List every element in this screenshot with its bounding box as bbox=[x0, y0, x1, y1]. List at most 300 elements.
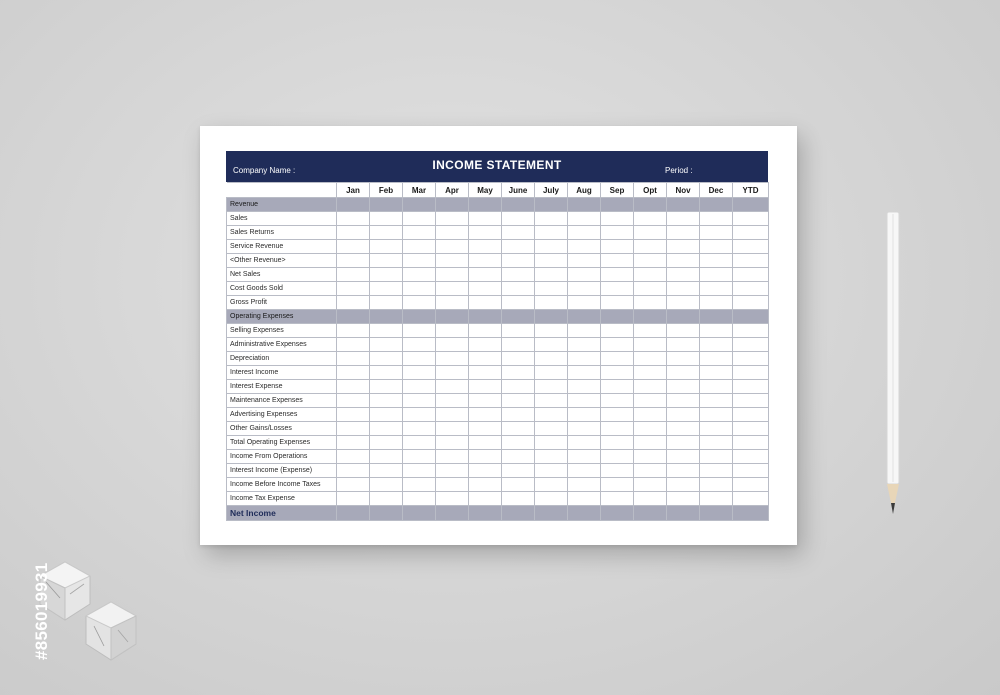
value-cell[interactable] bbox=[370, 282, 403, 296]
value-cell[interactable] bbox=[700, 394, 733, 408]
value-cell[interactable] bbox=[403, 352, 436, 366]
value-cell[interactable] bbox=[667, 478, 700, 492]
value-cell[interactable] bbox=[667, 422, 700, 436]
value-cell[interactable] bbox=[733, 380, 769, 394]
value-cell[interactable] bbox=[337, 226, 370, 240]
value-cell[interactable] bbox=[469, 310, 502, 324]
value-cell[interactable] bbox=[337, 352, 370, 366]
value-cell[interactable] bbox=[634, 450, 667, 464]
value-cell[interactable] bbox=[469, 198, 502, 212]
value-cell[interactable] bbox=[535, 282, 568, 296]
value-cell[interactable] bbox=[502, 436, 535, 450]
value-cell[interactable] bbox=[733, 408, 769, 422]
value-cell[interactable] bbox=[469, 212, 502, 226]
value-cell[interactable] bbox=[700, 506, 733, 521]
value-cell[interactable] bbox=[535, 506, 568, 521]
value-cell[interactable] bbox=[502, 464, 535, 478]
value-cell[interactable] bbox=[667, 366, 700, 380]
value-cell[interactable] bbox=[601, 422, 634, 436]
value-cell[interactable] bbox=[634, 338, 667, 352]
value-cell[interactable] bbox=[469, 268, 502, 282]
value-cell[interactable] bbox=[733, 226, 769, 240]
value-cell[interactable] bbox=[436, 422, 469, 436]
value-cell[interactable] bbox=[337, 394, 370, 408]
value-cell[interactable] bbox=[337, 492, 370, 506]
value-cell[interactable] bbox=[337, 212, 370, 226]
value-cell[interactable] bbox=[337, 450, 370, 464]
value-cell[interactable] bbox=[700, 422, 733, 436]
value-cell[interactable] bbox=[337, 478, 370, 492]
value-cell[interactable] bbox=[535, 240, 568, 254]
value-cell[interactable] bbox=[601, 282, 634, 296]
value-cell[interactable] bbox=[634, 282, 667, 296]
value-cell[interactable] bbox=[337, 282, 370, 296]
value-cell[interactable] bbox=[667, 436, 700, 450]
value-cell[interactable] bbox=[733, 478, 769, 492]
value-cell[interactable] bbox=[370, 492, 403, 506]
value-cell[interactable] bbox=[337, 366, 370, 380]
value-cell[interactable] bbox=[370, 436, 403, 450]
value-cell[interactable] bbox=[370, 464, 403, 478]
value-cell[interactable] bbox=[601, 338, 634, 352]
value-cell[interactable] bbox=[535, 352, 568, 366]
value-cell[interactable] bbox=[700, 282, 733, 296]
value-cell[interactable] bbox=[403, 296, 436, 310]
value-cell[interactable] bbox=[667, 338, 700, 352]
value-cell[interactable] bbox=[403, 366, 436, 380]
value-cell[interactable] bbox=[700, 408, 733, 422]
value-cell[interactable] bbox=[535, 324, 568, 338]
value-cell[interactable] bbox=[700, 254, 733, 268]
value-cell[interactable] bbox=[601, 408, 634, 422]
value-cell[interactable] bbox=[601, 324, 634, 338]
row-label: Total Operating Expenses bbox=[227, 436, 337, 450]
value-cell[interactable] bbox=[535, 310, 568, 324]
value-cell[interactable] bbox=[502, 422, 535, 436]
value-cell[interactable] bbox=[700, 352, 733, 366]
value-cell[interactable] bbox=[535, 478, 568, 492]
value-cell[interactable] bbox=[667, 198, 700, 212]
value-cell[interactable] bbox=[502, 268, 535, 282]
value-cell[interactable] bbox=[700, 492, 733, 506]
value-cell[interactable] bbox=[568, 464, 601, 478]
value-cell[interactable] bbox=[700, 366, 733, 380]
value-cell[interactable] bbox=[469, 422, 502, 436]
value-cell[interactable] bbox=[469, 478, 502, 492]
value-cell[interactable] bbox=[700, 324, 733, 338]
value-cell[interactable] bbox=[370, 324, 403, 338]
value-cell[interactable] bbox=[535, 212, 568, 226]
value-cell[interactable] bbox=[337, 380, 370, 394]
value-cell[interactable] bbox=[502, 324, 535, 338]
value-cell[interactable] bbox=[535, 408, 568, 422]
value-cell[interactable] bbox=[601, 380, 634, 394]
value-cell[interactable] bbox=[535, 254, 568, 268]
value-cell[interactable] bbox=[502, 366, 535, 380]
value-cell[interactable] bbox=[733, 366, 769, 380]
value-cell[interactable] bbox=[733, 324, 769, 338]
value-cell[interactable] bbox=[535, 380, 568, 394]
value-cell[interactable] bbox=[502, 226, 535, 240]
value-cell[interactable] bbox=[568, 212, 601, 226]
value-cell[interactable] bbox=[469, 394, 502, 408]
value-cell[interactable] bbox=[502, 212, 535, 226]
value-cell[interactable] bbox=[535, 492, 568, 506]
value-cell[interactable] bbox=[733, 254, 769, 268]
value-cell[interactable] bbox=[370, 478, 403, 492]
value-cell[interactable] bbox=[370, 226, 403, 240]
value-cell[interactable] bbox=[370, 506, 403, 521]
value-cell[interactable] bbox=[337, 464, 370, 478]
value-cell[interactable] bbox=[469, 450, 502, 464]
value-cell[interactable] bbox=[733, 492, 769, 506]
value-cell[interactable] bbox=[634, 422, 667, 436]
value-cell[interactable] bbox=[337, 436, 370, 450]
value-cell[interactable] bbox=[601, 436, 634, 450]
value-cell[interactable] bbox=[502, 338, 535, 352]
value-cell[interactable] bbox=[634, 212, 667, 226]
value-cell[interactable] bbox=[568, 338, 601, 352]
value-cell[interactable] bbox=[568, 268, 601, 282]
value-cell[interactable] bbox=[634, 296, 667, 310]
value-cell[interactable] bbox=[403, 268, 436, 282]
value-cell[interactable] bbox=[733, 268, 769, 282]
value-cell[interactable] bbox=[733, 198, 769, 212]
value-cell[interactable] bbox=[568, 254, 601, 268]
value-cell[interactable] bbox=[733, 296, 769, 310]
value-cell[interactable] bbox=[667, 492, 700, 506]
value-cell[interactable] bbox=[436, 436, 469, 450]
value-cell[interactable] bbox=[733, 282, 769, 296]
value-cell[interactable] bbox=[700, 450, 733, 464]
value-cell[interactable] bbox=[568, 240, 601, 254]
value-cell[interactable] bbox=[370, 408, 403, 422]
value-cell[interactable] bbox=[634, 366, 667, 380]
value-cell[interactable] bbox=[601, 464, 634, 478]
value-cell[interactable] bbox=[568, 296, 601, 310]
value-cell[interactable] bbox=[436, 338, 469, 352]
value-cell[interactable] bbox=[403, 450, 436, 464]
value-cell[interactable] bbox=[568, 408, 601, 422]
value-cell[interactable] bbox=[403, 436, 436, 450]
value-cell[interactable] bbox=[370, 268, 403, 282]
value-cell[interactable] bbox=[370, 450, 403, 464]
value-cell[interactable] bbox=[634, 226, 667, 240]
value-cell[interactable] bbox=[370, 422, 403, 436]
value-cell[interactable] bbox=[568, 282, 601, 296]
value-cell[interactable] bbox=[337, 254, 370, 268]
value-cell[interactable] bbox=[733, 212, 769, 226]
value-cell[interactable] bbox=[436, 226, 469, 240]
value-cell[interactable] bbox=[469, 492, 502, 506]
value-cell[interactable] bbox=[337, 422, 370, 436]
value-cell[interactable] bbox=[733, 394, 769, 408]
value-cell[interactable] bbox=[469, 226, 502, 240]
value-cell[interactable] bbox=[403, 240, 436, 254]
value-cell[interactable] bbox=[436, 408, 469, 422]
value-cell[interactable] bbox=[568, 450, 601, 464]
value-cell[interactable] bbox=[469, 506, 502, 521]
value-cell[interactable] bbox=[502, 254, 535, 268]
value-cell[interactable] bbox=[634, 324, 667, 338]
value-cell[interactable] bbox=[502, 282, 535, 296]
value-cell[interactable] bbox=[337, 408, 370, 422]
value-cell[interactable] bbox=[469, 338, 502, 352]
value-cell[interactable] bbox=[634, 506, 667, 521]
value-cell[interactable] bbox=[502, 380, 535, 394]
value-cell[interactable] bbox=[502, 506, 535, 521]
value-cell[interactable] bbox=[502, 492, 535, 506]
value-cell[interactable] bbox=[634, 394, 667, 408]
value-cell[interactable] bbox=[634, 380, 667, 394]
value-cell[interactable] bbox=[403, 380, 436, 394]
value-cell[interactable] bbox=[667, 296, 700, 310]
value-cell[interactable] bbox=[568, 366, 601, 380]
value-cell[interactable] bbox=[634, 464, 667, 478]
value-cell[interactable] bbox=[700, 240, 733, 254]
value-cell[interactable] bbox=[403, 422, 436, 436]
value-cell[interactable] bbox=[370, 310, 403, 324]
value-cell[interactable] bbox=[733, 352, 769, 366]
value-cell[interactable] bbox=[436, 394, 469, 408]
value-cell[interactable] bbox=[601, 506, 634, 521]
value-cell[interactable] bbox=[700, 436, 733, 450]
value-cell[interactable] bbox=[568, 226, 601, 240]
value-cell[interactable] bbox=[469, 408, 502, 422]
value-cell[interactable] bbox=[403, 464, 436, 478]
value-cell[interactable] bbox=[535, 394, 568, 408]
value-cell[interactable] bbox=[403, 478, 436, 492]
value-cell[interactable] bbox=[403, 324, 436, 338]
value-cell[interactable] bbox=[667, 394, 700, 408]
value-cell[interactable] bbox=[700, 338, 733, 352]
value-cell[interactable] bbox=[337, 296, 370, 310]
value-cell[interactable] bbox=[469, 254, 502, 268]
value-cell[interactable] bbox=[337, 506, 370, 521]
value-cell[interactable] bbox=[667, 324, 700, 338]
value-cell[interactable] bbox=[601, 366, 634, 380]
value-cell[interactable] bbox=[469, 436, 502, 450]
value-cell[interactable] bbox=[667, 380, 700, 394]
value-cell[interactable] bbox=[370, 296, 403, 310]
value-cell[interactable] bbox=[667, 212, 700, 226]
value-cell[interactable] bbox=[370, 394, 403, 408]
value-cell[interactable] bbox=[403, 408, 436, 422]
value-cell[interactable] bbox=[667, 240, 700, 254]
value-cell[interactable] bbox=[436, 268, 469, 282]
value-cell[interactable] bbox=[634, 492, 667, 506]
value-cell[interactable] bbox=[535, 422, 568, 436]
value-cell[interactable] bbox=[700, 296, 733, 310]
value-cell[interactable] bbox=[634, 408, 667, 422]
value-cell[interactable] bbox=[733, 240, 769, 254]
value-cell[interactable] bbox=[403, 394, 436, 408]
value-cell[interactable] bbox=[337, 198, 370, 212]
value-cell[interactable] bbox=[436, 282, 469, 296]
value-cell[interactable] bbox=[601, 240, 634, 254]
value-cell[interactable] bbox=[601, 296, 634, 310]
value-cell[interactable] bbox=[436, 492, 469, 506]
value-cell[interactable] bbox=[667, 506, 700, 521]
value-cell[interactable] bbox=[370, 198, 403, 212]
value-cell[interactable] bbox=[502, 310, 535, 324]
value-cell[interactable] bbox=[403, 212, 436, 226]
value-cell[interactable] bbox=[436, 212, 469, 226]
value-cell[interactable] bbox=[568, 422, 601, 436]
value-cell[interactable] bbox=[436, 366, 469, 380]
value-cell[interactable] bbox=[403, 310, 436, 324]
value-cell[interactable] bbox=[436, 240, 469, 254]
value-cell[interactable] bbox=[601, 198, 634, 212]
value-cell[interactable] bbox=[436, 310, 469, 324]
value-cell[interactable] bbox=[535, 366, 568, 380]
value-cell[interactable] bbox=[370, 338, 403, 352]
value-cell[interactable] bbox=[700, 380, 733, 394]
value-cell[interactable] bbox=[568, 506, 601, 521]
value-cell[interactable] bbox=[502, 408, 535, 422]
value-cell[interactable] bbox=[370, 380, 403, 394]
value-cell[interactable] bbox=[568, 492, 601, 506]
value-cell[interactable] bbox=[436, 506, 469, 521]
value-cell[interactable] bbox=[403, 282, 436, 296]
value-cell[interactable] bbox=[469, 352, 502, 366]
value-cell[interactable] bbox=[601, 268, 634, 282]
value-cell[interactable] bbox=[667, 352, 700, 366]
value-cell[interactable] bbox=[700, 464, 733, 478]
value-cell[interactable] bbox=[370, 352, 403, 366]
value-cell[interactable] bbox=[337, 310, 370, 324]
value-cell[interactable] bbox=[733, 422, 769, 436]
value-cell[interactable] bbox=[535, 436, 568, 450]
value-cell[interactable] bbox=[667, 254, 700, 268]
value-cell[interactable] bbox=[733, 436, 769, 450]
value-cell[interactable] bbox=[601, 212, 634, 226]
value-cell[interactable] bbox=[337, 240, 370, 254]
value-cell[interactable] bbox=[469, 324, 502, 338]
value-cell[interactable] bbox=[535, 464, 568, 478]
value-cell[interactable] bbox=[700, 310, 733, 324]
value-cell[interactable] bbox=[535, 226, 568, 240]
value-cell[interactable] bbox=[370, 254, 403, 268]
value-cell[interactable] bbox=[601, 478, 634, 492]
value-cell[interactable] bbox=[733, 450, 769, 464]
value-cell[interactable] bbox=[370, 366, 403, 380]
value-cell[interactable] bbox=[667, 268, 700, 282]
value-cell[interactable] bbox=[700, 268, 733, 282]
value-cell[interactable] bbox=[634, 352, 667, 366]
value-cell[interactable] bbox=[535, 268, 568, 282]
value-cell[interactable] bbox=[634, 436, 667, 450]
value-cell[interactable] bbox=[568, 310, 601, 324]
value-cell[interactable] bbox=[469, 380, 502, 394]
value-cell[interactable] bbox=[436, 464, 469, 478]
value-cell[interactable] bbox=[667, 408, 700, 422]
value-cell[interactable] bbox=[436, 254, 469, 268]
value-cell[interactable] bbox=[601, 450, 634, 464]
value-cell[interactable] bbox=[436, 324, 469, 338]
value-cell[interactable] bbox=[403, 338, 436, 352]
value-cell[interactable] bbox=[667, 226, 700, 240]
value-cell[interactable] bbox=[469, 240, 502, 254]
value-cell[interactable] bbox=[436, 198, 469, 212]
value-cell[interactable] bbox=[337, 268, 370, 282]
value-cell[interactable] bbox=[469, 366, 502, 380]
value-cell[interactable] bbox=[502, 352, 535, 366]
value-cell[interactable] bbox=[535, 450, 568, 464]
value-cell[interactable] bbox=[601, 352, 634, 366]
value-cell[interactable] bbox=[733, 310, 769, 324]
value-cell[interactable] bbox=[568, 478, 601, 492]
value-cell[interactable] bbox=[502, 450, 535, 464]
value-cell[interactable] bbox=[469, 296, 502, 310]
value-cell[interactable] bbox=[601, 226, 634, 240]
value-cell[interactable] bbox=[436, 296, 469, 310]
value-cell[interactable] bbox=[568, 436, 601, 450]
value-cell[interactable] bbox=[502, 478, 535, 492]
value-cell[interactable] bbox=[568, 352, 601, 366]
value-cell[interactable] bbox=[601, 492, 634, 506]
value-cell[interactable] bbox=[700, 212, 733, 226]
value-cell[interactable] bbox=[634, 478, 667, 492]
value-cell[interactable] bbox=[337, 324, 370, 338]
value-cell[interactable] bbox=[403, 254, 436, 268]
value-cell[interactable] bbox=[436, 352, 469, 366]
value-cell[interactable] bbox=[601, 254, 634, 268]
value-cell[interactable] bbox=[370, 212, 403, 226]
value-cell[interactable] bbox=[403, 226, 436, 240]
value-cell[interactable] bbox=[535, 296, 568, 310]
value-cell[interactable] bbox=[535, 198, 568, 212]
value-cell[interactable] bbox=[502, 198, 535, 212]
value-cell[interactable] bbox=[568, 324, 601, 338]
value-cell[interactable] bbox=[436, 380, 469, 394]
value-cell[interactable] bbox=[634, 254, 667, 268]
value-cell[interactable] bbox=[403, 506, 436, 521]
value-cell[interactable] bbox=[667, 310, 700, 324]
value-cell[interactable] bbox=[568, 394, 601, 408]
value-cell[interactable] bbox=[733, 506, 769, 521]
value-cell[interactable] bbox=[700, 478, 733, 492]
value-cell[interactable] bbox=[634, 240, 667, 254]
value-cell[interactable] bbox=[634, 268, 667, 282]
value-cell[interactable] bbox=[733, 338, 769, 352]
value-cell[interactable] bbox=[370, 240, 403, 254]
value-cell[interactable] bbox=[568, 198, 601, 212]
value-cell[interactable] bbox=[667, 464, 700, 478]
value-cell[interactable] bbox=[403, 198, 436, 212]
value-cell[interactable] bbox=[502, 296, 535, 310]
value-cell[interactable] bbox=[469, 282, 502, 296]
value-cell[interactable] bbox=[634, 310, 667, 324]
value-cell[interactable] bbox=[469, 464, 502, 478]
value-cell[interactable] bbox=[601, 394, 634, 408]
value-cell[interactable] bbox=[568, 380, 601, 394]
value-cell[interactable] bbox=[634, 198, 667, 212]
value-cell[interactable] bbox=[436, 478, 469, 492]
value-cell[interactable] bbox=[502, 394, 535, 408]
value-cell[interactable] bbox=[700, 198, 733, 212]
value-cell[interactable] bbox=[436, 450, 469, 464]
value-cell[interactable] bbox=[667, 450, 700, 464]
value-cell[interactable] bbox=[601, 310, 634, 324]
value-cell[interactable] bbox=[667, 282, 700, 296]
value-cell[interactable] bbox=[535, 338, 568, 352]
value-cell[interactable] bbox=[337, 338, 370, 352]
value-cell[interactable] bbox=[700, 226, 733, 240]
value-cell[interactable] bbox=[502, 240, 535, 254]
value-cell[interactable] bbox=[403, 492, 436, 506]
value-cell[interactable] bbox=[733, 464, 769, 478]
